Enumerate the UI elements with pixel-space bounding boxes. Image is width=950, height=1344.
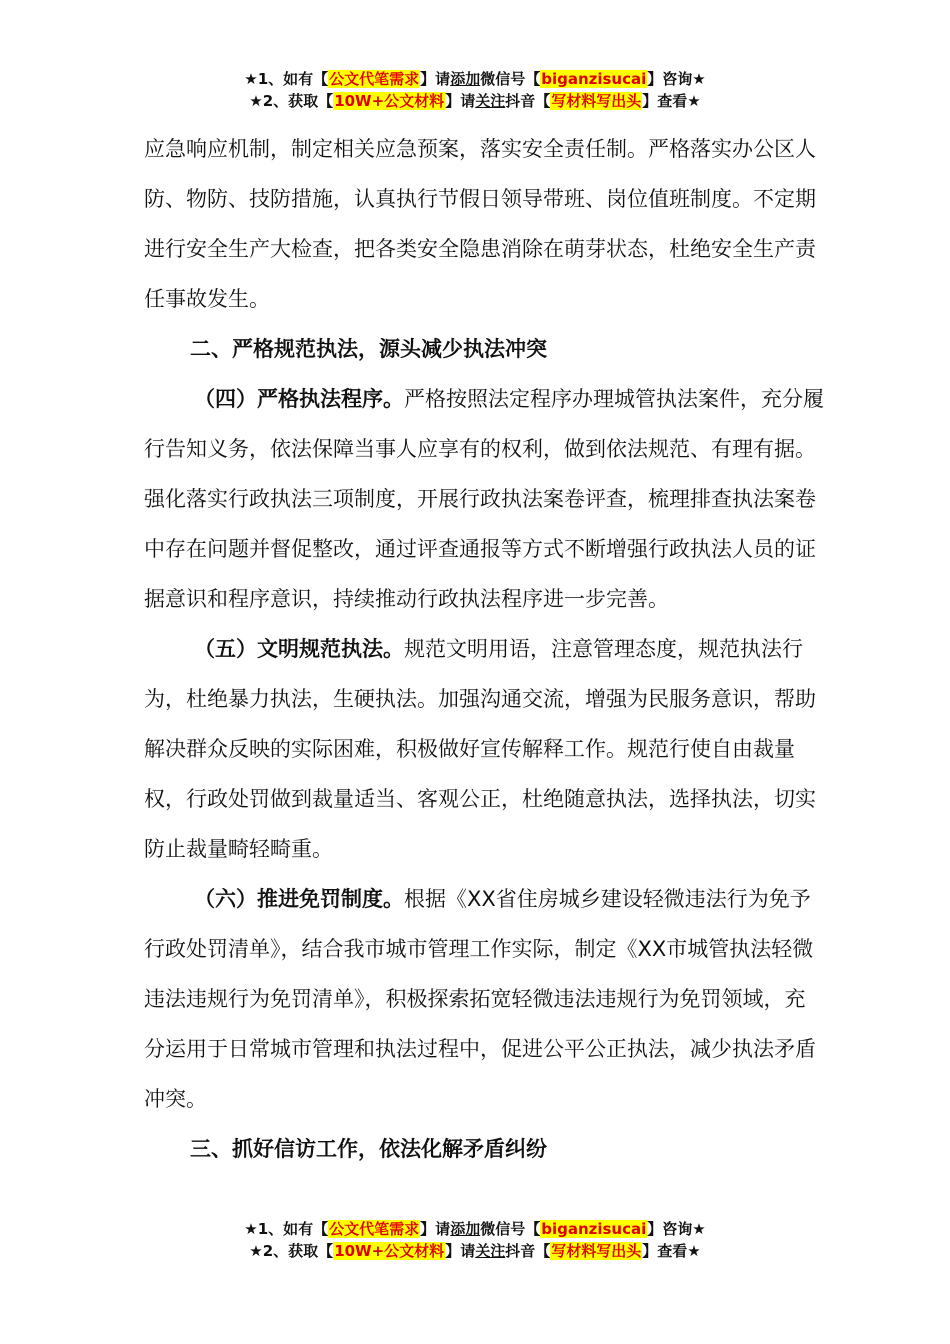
highlight-douyin: 写材料写出头 [551, 92, 642, 110]
paragraph-4: （四）严格执法程序。严格按照法定程序办理城管执法案件，充分履行告知义务，依法保障当事人应享有的权利，做到依法规范、有理有据。强化落实行政执法三项制度，开展行政执法案卷评查，梳理排查执法案卷中存在问题并督促整改，通过评查通报等方式不断增强行政执法人员的证据意识和程序意识，持续推动行政执法程序进一步完善。 [144, 387, 824, 611]
banner-line-1: ★1、如有【公文代笔需求】请添加微信号【biganzisucai】咨询★ [244, 70, 706, 88]
paragraph-4-lead: （四）严格执法程序。 [194, 387, 404, 411]
highlight-ghostwriting: 公文代笔需求 [329, 70, 420, 88]
paragraph-5-lead: （五）文明规范执法。 [194, 637, 404, 661]
section-heading-2: 二、严格规范执法，源头减少执法冲突 [190, 337, 547, 361]
document-body [144, 124, 824, 1174]
paragraph-5: （五）文明规范执法。规范文明用语，注意管理态度，规范执法行为，杜绝暴力执法，生硬执法。加强沟通交流，增强为民服务意识，帮助解决群众反映的实际困难，积极做好宣传解释工作。规范行使自由裁量权，行政处罚做到裁量适当、客观公正，杜绝随意执法，选择执法，切实防止裁量畸轻畸重。 [144, 637, 816, 861]
top-banner [0, 68, 950, 112]
paragraph-6-lead: （六）推进免罚制度。 [194, 887, 404, 911]
paragraph-continued: 应急响应机制，制定相关应急预案，落实安全责任制。严格落实办公区人防、物防、技防措施，认真执行节假日领导带班、岗位值班制度。不定期进行安全生产大检查，把各类安全隐患消除在萌芽状态，杜绝安全生产责任事故发生。 [144, 137, 816, 311]
banner-line-2: ★2、获取【10W+公文材料】请关注抖音【写材料写出头】查看★ [249, 92, 701, 110]
banner-line-1-bottom: ★1、如有【公文代笔需求】请添加微信号【biganzisucai】咨询★ [244, 1220, 706, 1238]
bottom-banner [0, 1218, 950, 1262]
paragraph-6: （六）推进免罚制度。根据《XX省住房城乡建设轻微违法行为免予行政处罚清单》，结合我市城市管理工作实际，制定《XX市城管执法轻微违法违规行为免罚清单》，积极探索拓宽轻微违法违规行为免罚领域，充分运用于日常城市管理和执法过程中，促进公平公正执法，减少执法矛盾冲突。 [144, 887, 816, 1111]
section-heading-3: 三、抓好信访工作，依法化解矛盾纠纷 [190, 1137, 547, 1161]
highlight-materials: 10W+公文材料 [334, 92, 445, 110]
banner-line-2-bottom: ★2、获取【10W+公文材料】请关注抖音【写材料写出头】查看★ [249, 1242, 701, 1260]
highlight-wechat-id: biganzisucai [541, 70, 647, 88]
